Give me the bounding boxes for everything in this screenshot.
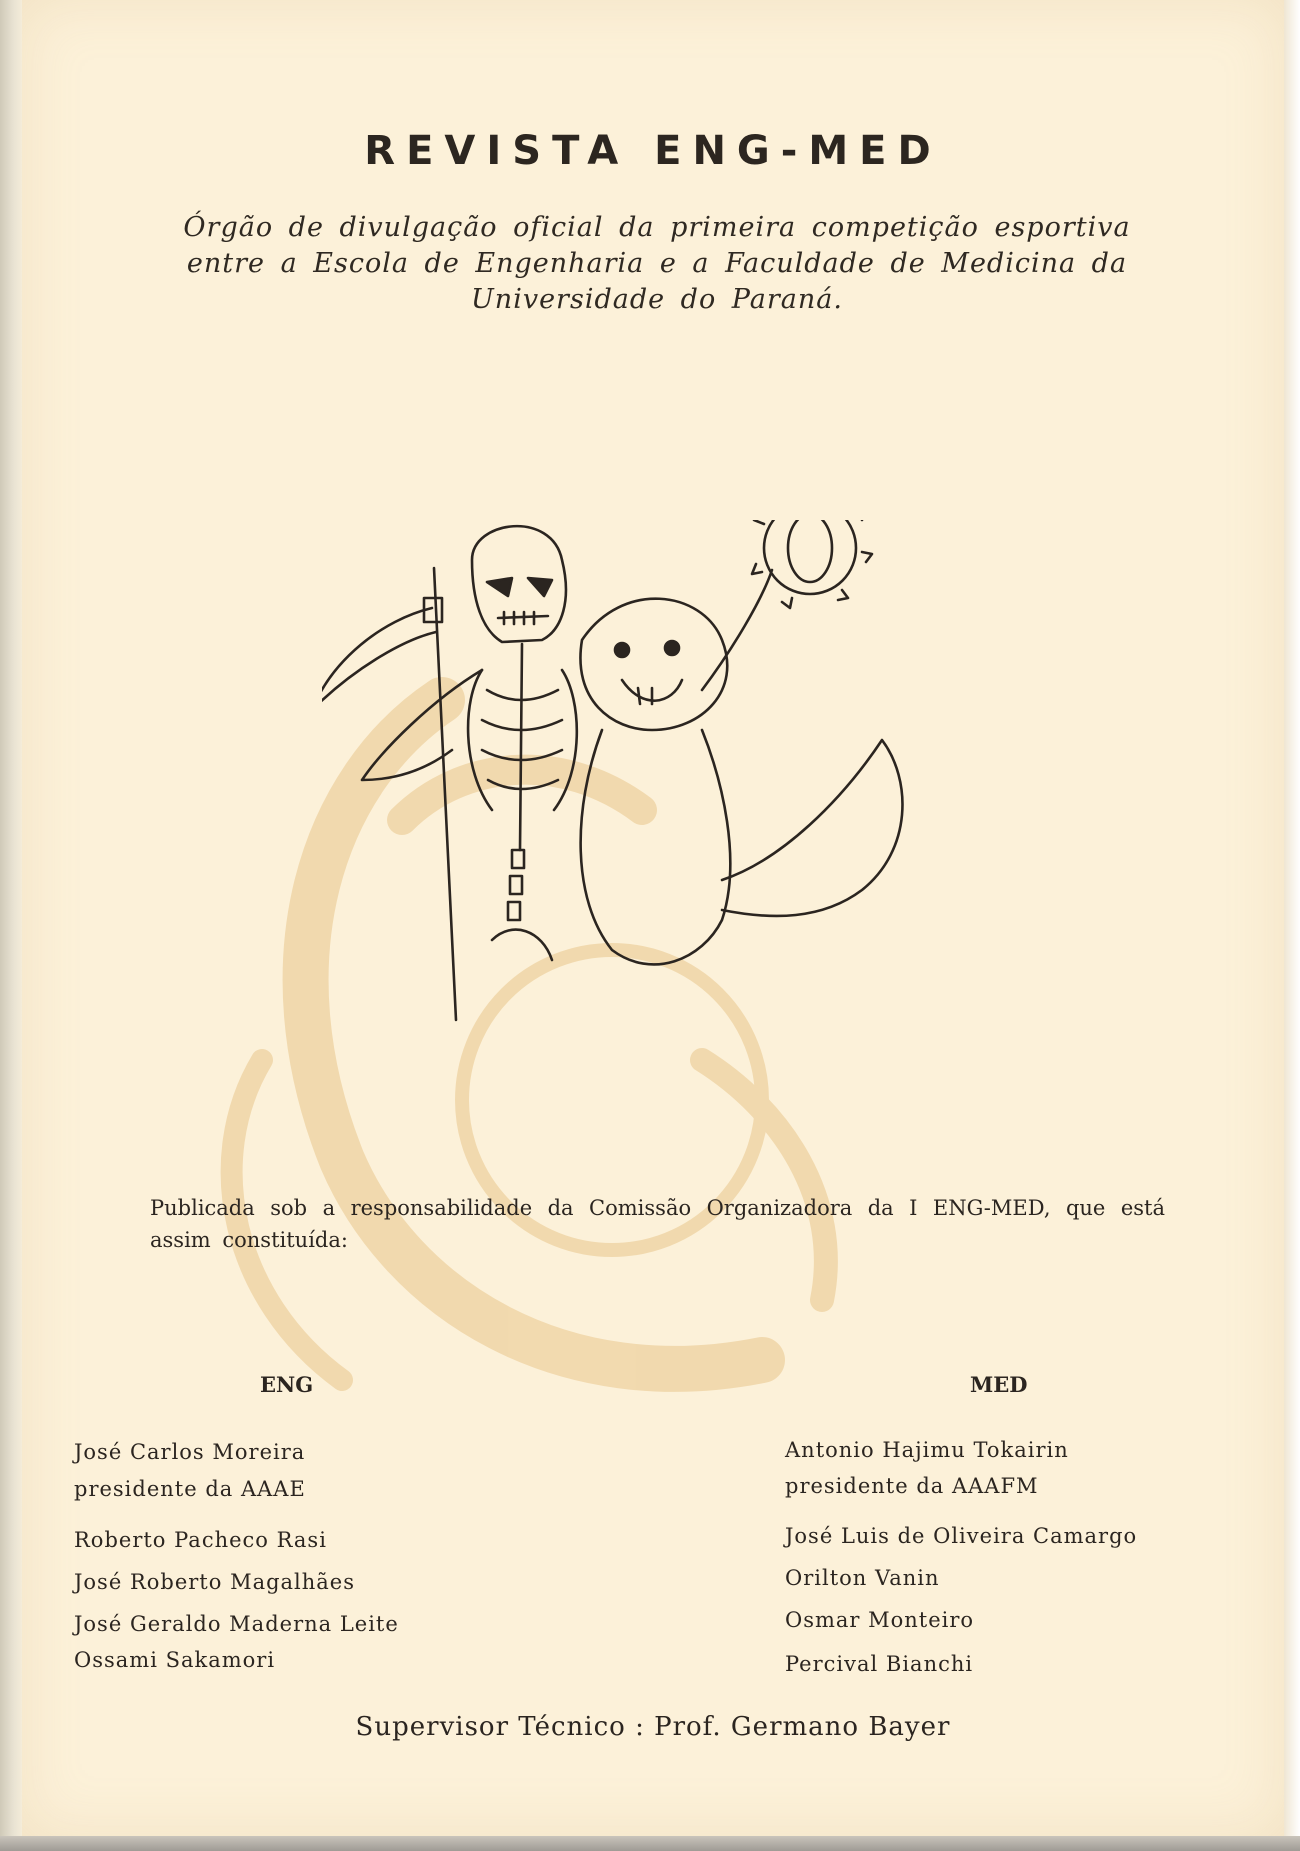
- med-member-5: Osmar Monteiro: [785, 1608, 975, 1632]
- med-member-1: Antonio Hajimu Tokairin: [785, 1438, 1069, 1462]
- page-right-edge: [1284, 0, 1300, 1851]
- med-member-3: José Luis de Oliveira Camargo: [785, 1524, 1138, 1548]
- eng-member-3: Roberto Pacheco Rasi: [74, 1528, 327, 1552]
- scan-bottom-edge: [0, 1836, 1300, 1851]
- binding-spine: [0, 0, 22, 1851]
- eng-member-4: José Roberto Magalhães: [74, 1570, 356, 1594]
- publication-note: Publicada sob a responsabilidade da Comissão Organizadora da I ENG-MED, que está assim constituída:: [150, 1196, 1165, 1252]
- magazine-subtitle: Órgão de divulgação oficial da primeira competição esportiva entre a Escola de Engenharia e a Faculdade de Medicina da Universidade do Paraná.: [183, 212, 1131, 315]
- eng-member-5: José Geraldo Maderna Leite: [74, 1612, 399, 1636]
- skeleton-and-beaver-illustration: [322, 520, 1002, 1050]
- med-heading: MED: [970, 1372, 1028, 1397]
- magazine-page: [22, 0, 1284, 1836]
- med-member-2: presidente da AAAFM: [785, 1474, 1039, 1498]
- technical-supervisor: [22, 1712, 1284, 1742]
- supervisor-separator: :: [625, 1712, 655, 1742]
- supervisor-label: Supervisor Técnico: [355, 1712, 626, 1742]
- eng-heading: ENG: [260, 1372, 314, 1397]
- eng-member-1: José Carlos Moreira: [74, 1440, 306, 1464]
- eng-member-6: Ossami Sakamori: [74, 1648, 276, 1672]
- eng-member-2: presidente da AAAE: [74, 1477, 306, 1501]
- med-member-4: Orilton Vanin: [785, 1566, 940, 1590]
- med-member-6: Percival Bianchi: [785, 1652, 974, 1676]
- supervisor-name: Prof. Germano Bayer: [654, 1712, 951, 1742]
- magazine-title: REVISTA ENG-MED: [364, 128, 942, 174]
